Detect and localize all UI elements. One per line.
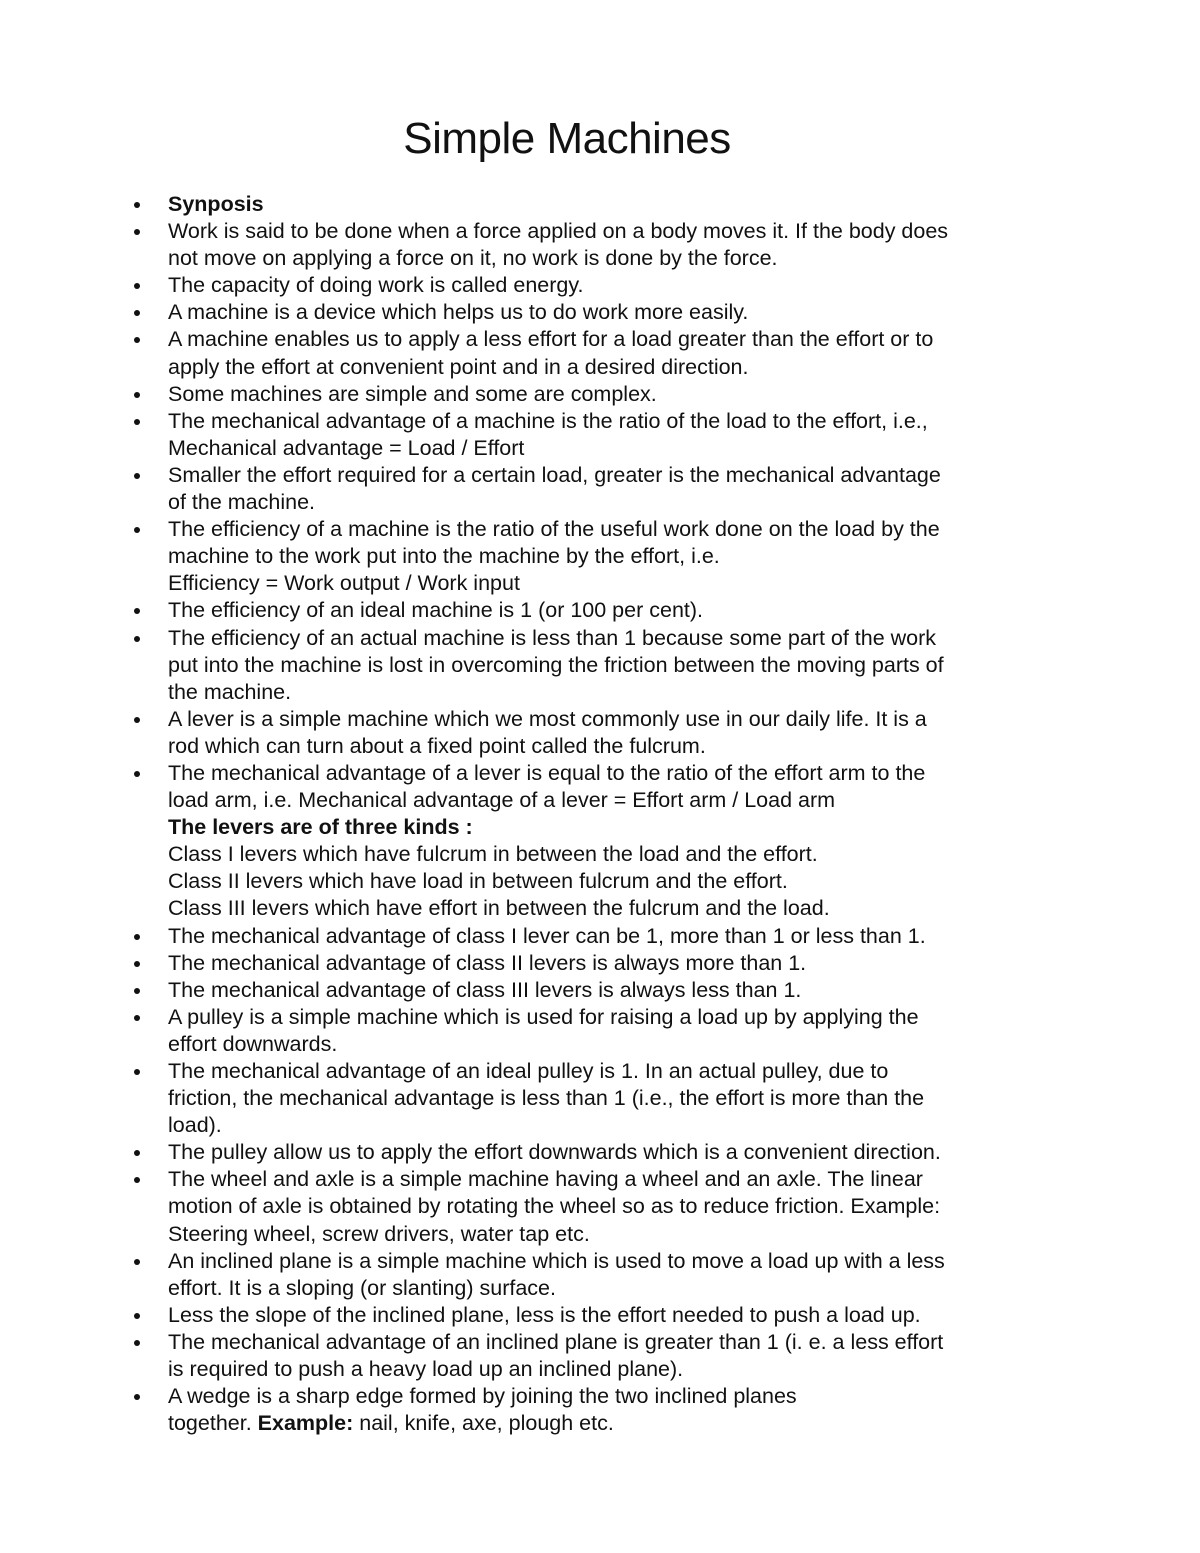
- list-item-line: The efficiency of a machine is the ratio of the useful work done on the load by the: [168, 517, 940, 542]
- list-item-line: the machine.: [168, 679, 292, 704]
- list-item: [168, 706, 1038, 760]
- list-item-line: The mechanical advantage of class II levers is always more than 1.: [168, 950, 807, 975]
- list-item-line: The pulley allow us to apply the effort downwards which is a convenient direction.: [168, 1140, 941, 1165]
- list-item-line: The mechanical advantage of a machine is the ratio of the load to the effort, i.e.,: [168, 408, 928, 433]
- list-item-line: A lever is a simple machine which we most commonly use in our daily life. It is a: [168, 706, 927, 731]
- text-run: together.: [168, 1411, 258, 1436]
- list-item-line: The mechanical advantage of class I lever can be 1, more than 1 or less than 1.: [168, 923, 926, 948]
- list-item-line: effort downwards.: [168, 1031, 338, 1056]
- list-item-line: Efficiency = Work output / Work input: [168, 571, 520, 596]
- list-item-line: motion of axle is obtained by rotating the wheel so as to reduce friction. Example:: [168, 1194, 941, 1219]
- list-item-line: apply the effort at convenient point and in a desired direction.: [168, 354, 749, 379]
- list-item-line: Class I levers which have fulcrum in between the load and the effort.: [168, 842, 818, 867]
- list-item: [168, 1139, 1038, 1166]
- list-item: [168, 625, 1038, 706]
- bold-heading: The levers are of three kinds :: [168, 815, 473, 840]
- list-item: [168, 326, 1038, 380]
- list-item: [168, 1329, 1038, 1383]
- list-item: [168, 950, 1038, 977]
- list-item: [168, 597, 1038, 624]
- list-item-line: is required to push a heavy load up an inclined plane).: [168, 1357, 684, 1382]
- list-item-line: The mechanical advantage of class III levers is always less than 1.: [168, 977, 802, 1002]
- list-item-line: The efficiency of an actual machine is less than 1 because some part of the work: [168, 625, 937, 650]
- list-item: [168, 1383, 1038, 1437]
- list-item: [168, 299, 1038, 326]
- list-item-line: The mechanical advantage of a lever is equal to the ratio of the effort arm to the: [168, 760, 926, 785]
- list-item-line: Steering wheel, screw drivers, water tap etc.: [168, 1221, 590, 1246]
- list-item: [168, 462, 1038, 516]
- list-item: [168, 272, 1038, 299]
- list-item: [168, 923, 1038, 950]
- list-item: [168, 408, 1038, 462]
- list-item-line: The efficiency of an ideal machine is 1 (or 100 per cent).: [168, 598, 704, 623]
- list-item-line: not move on applying a force on it, no work is done by the force.: [168, 246, 778, 271]
- list-item-line: effort. It is a sloping (or slanting) surface.: [168, 1275, 556, 1300]
- list-item-line: Smaller the effort required for a certain load, greater is the mechanical advantage: [168, 462, 941, 487]
- list-item-line: Some machines are simple and some are complex.: [168, 381, 657, 406]
- list-item: [168, 1302, 1038, 1329]
- list-item-line: The capacity of doing work is called energy.: [168, 273, 584, 298]
- list-item-line: A machine is a device which helps us to do work more easily.: [168, 300, 749, 325]
- list-item-line: put into the machine is lost in overcoming the friction between the moving parts of: [168, 652, 944, 677]
- list-item-line: Class II levers which have load in between fulcrum and the effort.: [168, 869, 788, 894]
- list-item-line: [168, 1410, 1038, 1437]
- list-item-line: of the machine.: [168, 490, 316, 515]
- page-title: Simple Machines: [403, 114, 731, 163]
- list-item-line: Class III levers which have effort in between the fulcrum and the load.: [168, 896, 830, 921]
- text-run: nail, knife, axe, plough etc.: [353, 1411, 614, 1436]
- list-item-line: An inclined plane is a simple machine which is used to move a load up with a less: [168, 1248, 945, 1273]
- list-item-line: friction, the mechanical advantage is less than 1 (i.e., the effort is more than the: [168, 1086, 925, 1111]
- list-item: [168, 516, 1038, 597]
- bullet-list: [168, 191, 1038, 1437]
- list-item-line: machine to the work put into the machine by the effort, i.e.: [168, 544, 720, 569]
- list-item: [168, 1058, 1038, 1139]
- list-item: [168, 218, 1038, 272]
- list-item: [168, 1248, 1038, 1302]
- list-item-line: A wedge is a sharp edge formed by joining the two inclined planes: [168, 1384, 797, 1409]
- bold-heading: Synposis: [168, 192, 264, 216]
- list-item-line: Work is said to be done when a force applied on a body moves it. If the body does: [168, 219, 949, 244]
- list-item: [168, 760, 1038, 923]
- list-item: [168, 1004, 1038, 1058]
- list-item-line: The mechanical advantage of an ideal pulley is 1. In an actual pulley, due to: [168, 1059, 889, 1083]
- list-item: [168, 191, 1038, 218]
- bold-label: Example:: [257, 1411, 354, 1436]
- list-item-line: A pulley is a simple machine which is used for raising a load up by applying the: [168, 1004, 919, 1029]
- list-item: [168, 1166, 1038, 1247]
- list-item: [168, 977, 1038, 1004]
- list-item-line: A machine enables us to apply a less effort for a load greater than the effort or to: [168, 327, 934, 352]
- list-item-line: load).: [168, 1113, 222, 1138]
- list-item-line: Less the slope of the inclined plane, less is the effort needed to push a load up.: [168, 1302, 921, 1327]
- list-item: [168, 381, 1038, 408]
- list-item-line: rod which can turn about a fixed point called the fulcrum.: [168, 733, 706, 758]
- list-item-line: load arm, i.e. Mechanical advantage of a lever = Effort arm / Load arm: [168, 788, 836, 813]
- list-item-line: The mechanical advantage of an inclined plane is greater than 1 (i. e. a less effort: [168, 1329, 944, 1354]
- list-item-line: Mechanical advantage = Load / Effort: [168, 435, 525, 460]
- list-item-line: The wheel and axle is a simple machine having a wheel and an axle. The linear: [168, 1167, 923, 1192]
